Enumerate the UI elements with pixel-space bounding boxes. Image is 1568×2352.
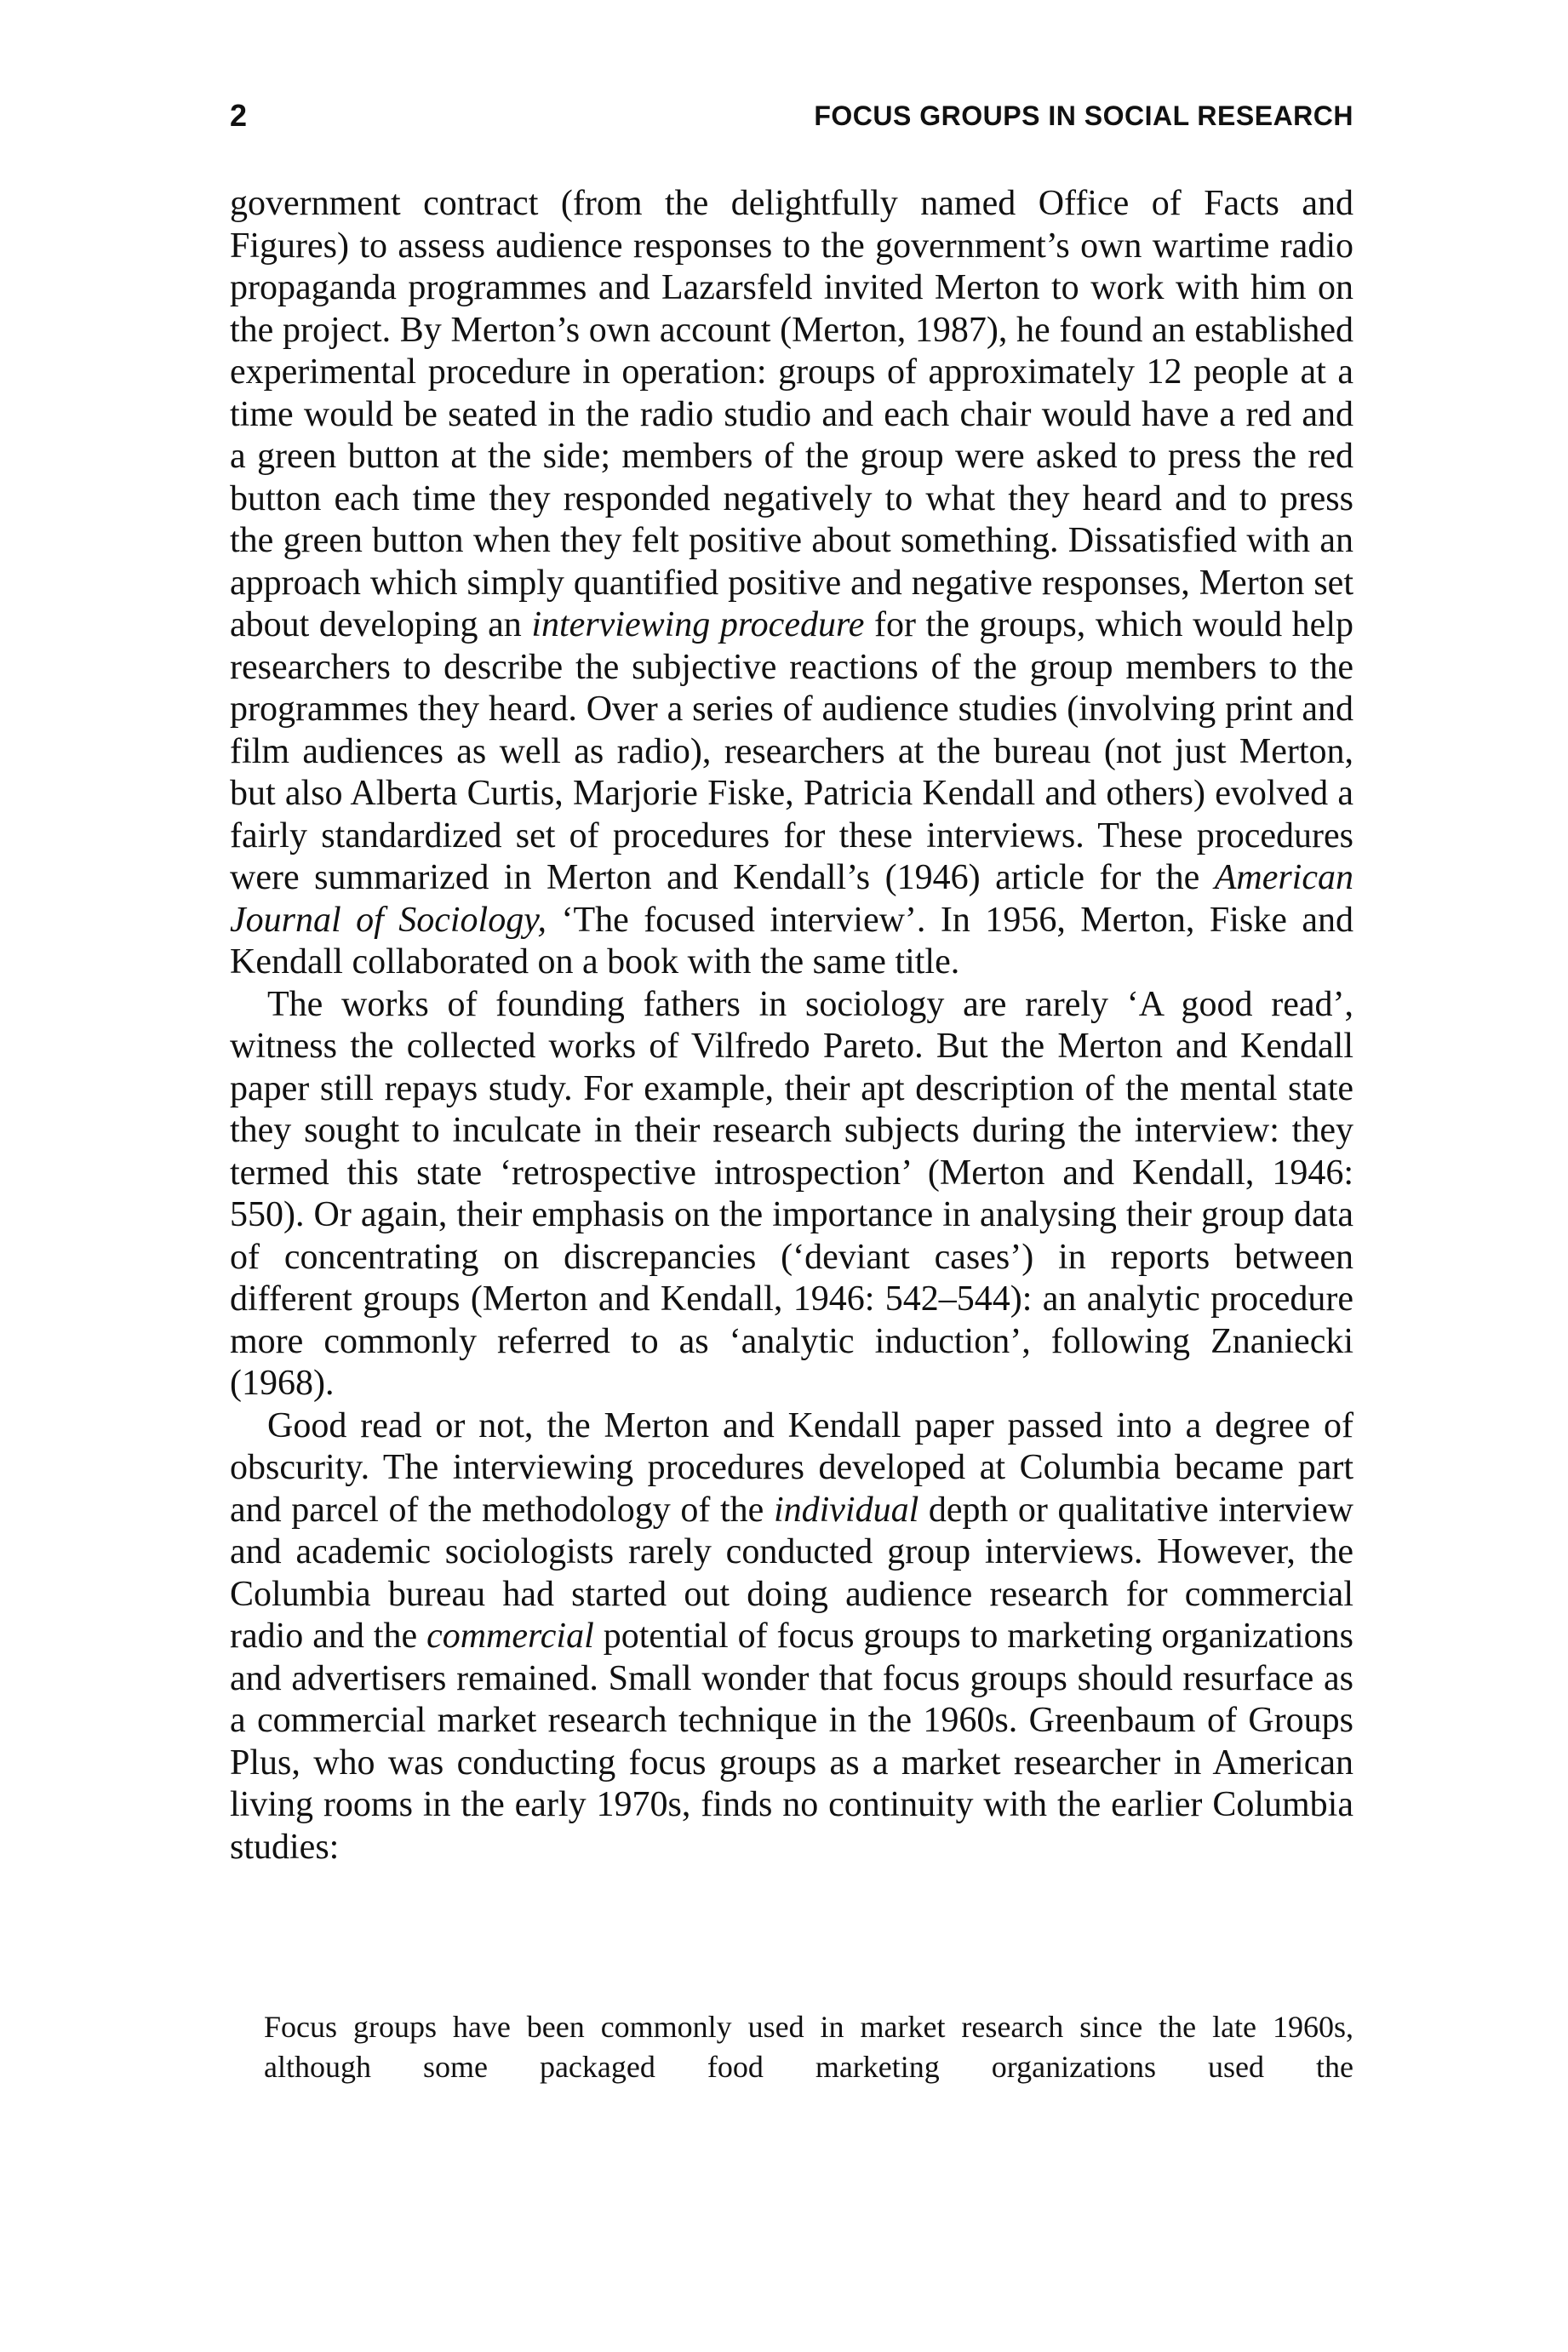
body-text bbox=[230, 183, 1353, 1868]
paragraph-continued bbox=[230, 183, 1353, 984]
paragraph-text: ‘The focused interview’. In 1956, Merton, Fiske and Kendall collaborated on a book with the same title. bbox=[230, 900, 1353, 981]
running-head-title: FOCUS GROUPS IN SOCIAL RESEARCH bbox=[814, 100, 1353, 131]
page-number: 2 bbox=[230, 98, 248, 133]
paragraph-text: for the groups, which would help researchers to describe the subjective reactions of the group members to the programmes they heard. Over a series of audience studies (involving print and film audiences as well as radio), researchers at the bureau (not just Merton, but also Alberta Curtis, Marjorie Fiske, Patricia Kendall and others) evolved a fairly standardized set of procedures for these interviews. These procedures were summarized in Merton and Kendall’s (1946) article for the bbox=[230, 605, 1353, 897]
paragraph bbox=[230, 1405, 1353, 1869]
paragraph: The works of founding fathers in sociology are rarely ‘A good read’, witness the collected works of Vilfredo Pareto. But the Merton and Kendall paper still repays study. For example, their apt description of the mental state they sought to inculcate in their research subjects during the interview: they termed this state ‘retrospective introspection’ (Merton and Kendall, 1946: 550). Or again, their emphasis on the importance in analysing their group data of concentrating on discrepancies (‘deviant cases’) in reports between different groups (Merton and Kendall, 1946: 542–544): an analytic procedure more commonly referred to as ‘analytic induction’, following Znaniecki (1968). bbox=[230, 984, 1353, 1403]
italic-phrase: interviewing procedure bbox=[531, 605, 865, 644]
paragraph-text: depth or qualitative interview and academic sociologists rarely conducted group interviews. However, the Columbia bureau had started out doing audience research for commercial radio and the bbox=[230, 1490, 1353, 1656]
italic-journal-title: American Journal of Sociology, bbox=[230, 858, 1353, 940]
paragraph-text: potential of focus groups to marketing organizations and advertisers remained. Small wonder that focus groups should resurface as a commercial market research technique in the 1960s. Greenbaum of Groups Plus, who was conducting focus groups as a market researcher in American living rooms in the early 1970s, finds no continuity with the earlier Columbia studies: bbox=[230, 1617, 1354, 1867]
paragraph-text: government contract (from the delightfully named Office of Facts and Figures) to assess audience responses to the government’s own wartime radio propaganda programmes and Lazarsfeld invited Merton to work with him on the project. By Merton’s own account (Merton, 1987), he found an established experimental procedure in operation: groups of approximately 12 people at a time would be seated in the radio studio and each chair would have a red and a green button at the side; members of the group were asked to press the red button each time they responded negatively to what they heard and to press the green button when they felt positive about something. Dissatisfied with an approach which simply quantified positive and negative responses, Merton set about developing an bbox=[230, 184, 1353, 644]
italic-word: commercial bbox=[426, 1617, 594, 1656]
block-quote: Focus groups have been commonly used in market research since the late 1960s, although some packaged food marketing organizations used the bbox=[264, 2010, 1353, 2084]
paragraph-text: Good read or not, the Merton and Kendall paper passed into a degree of obscurity. The interviewing procedures developed at Columbia became part and parcel of the methodology of the bbox=[230, 1405, 1353, 1530]
running-head bbox=[230, 95, 1353, 136]
italic-word: individual bbox=[773, 1490, 919, 1530]
